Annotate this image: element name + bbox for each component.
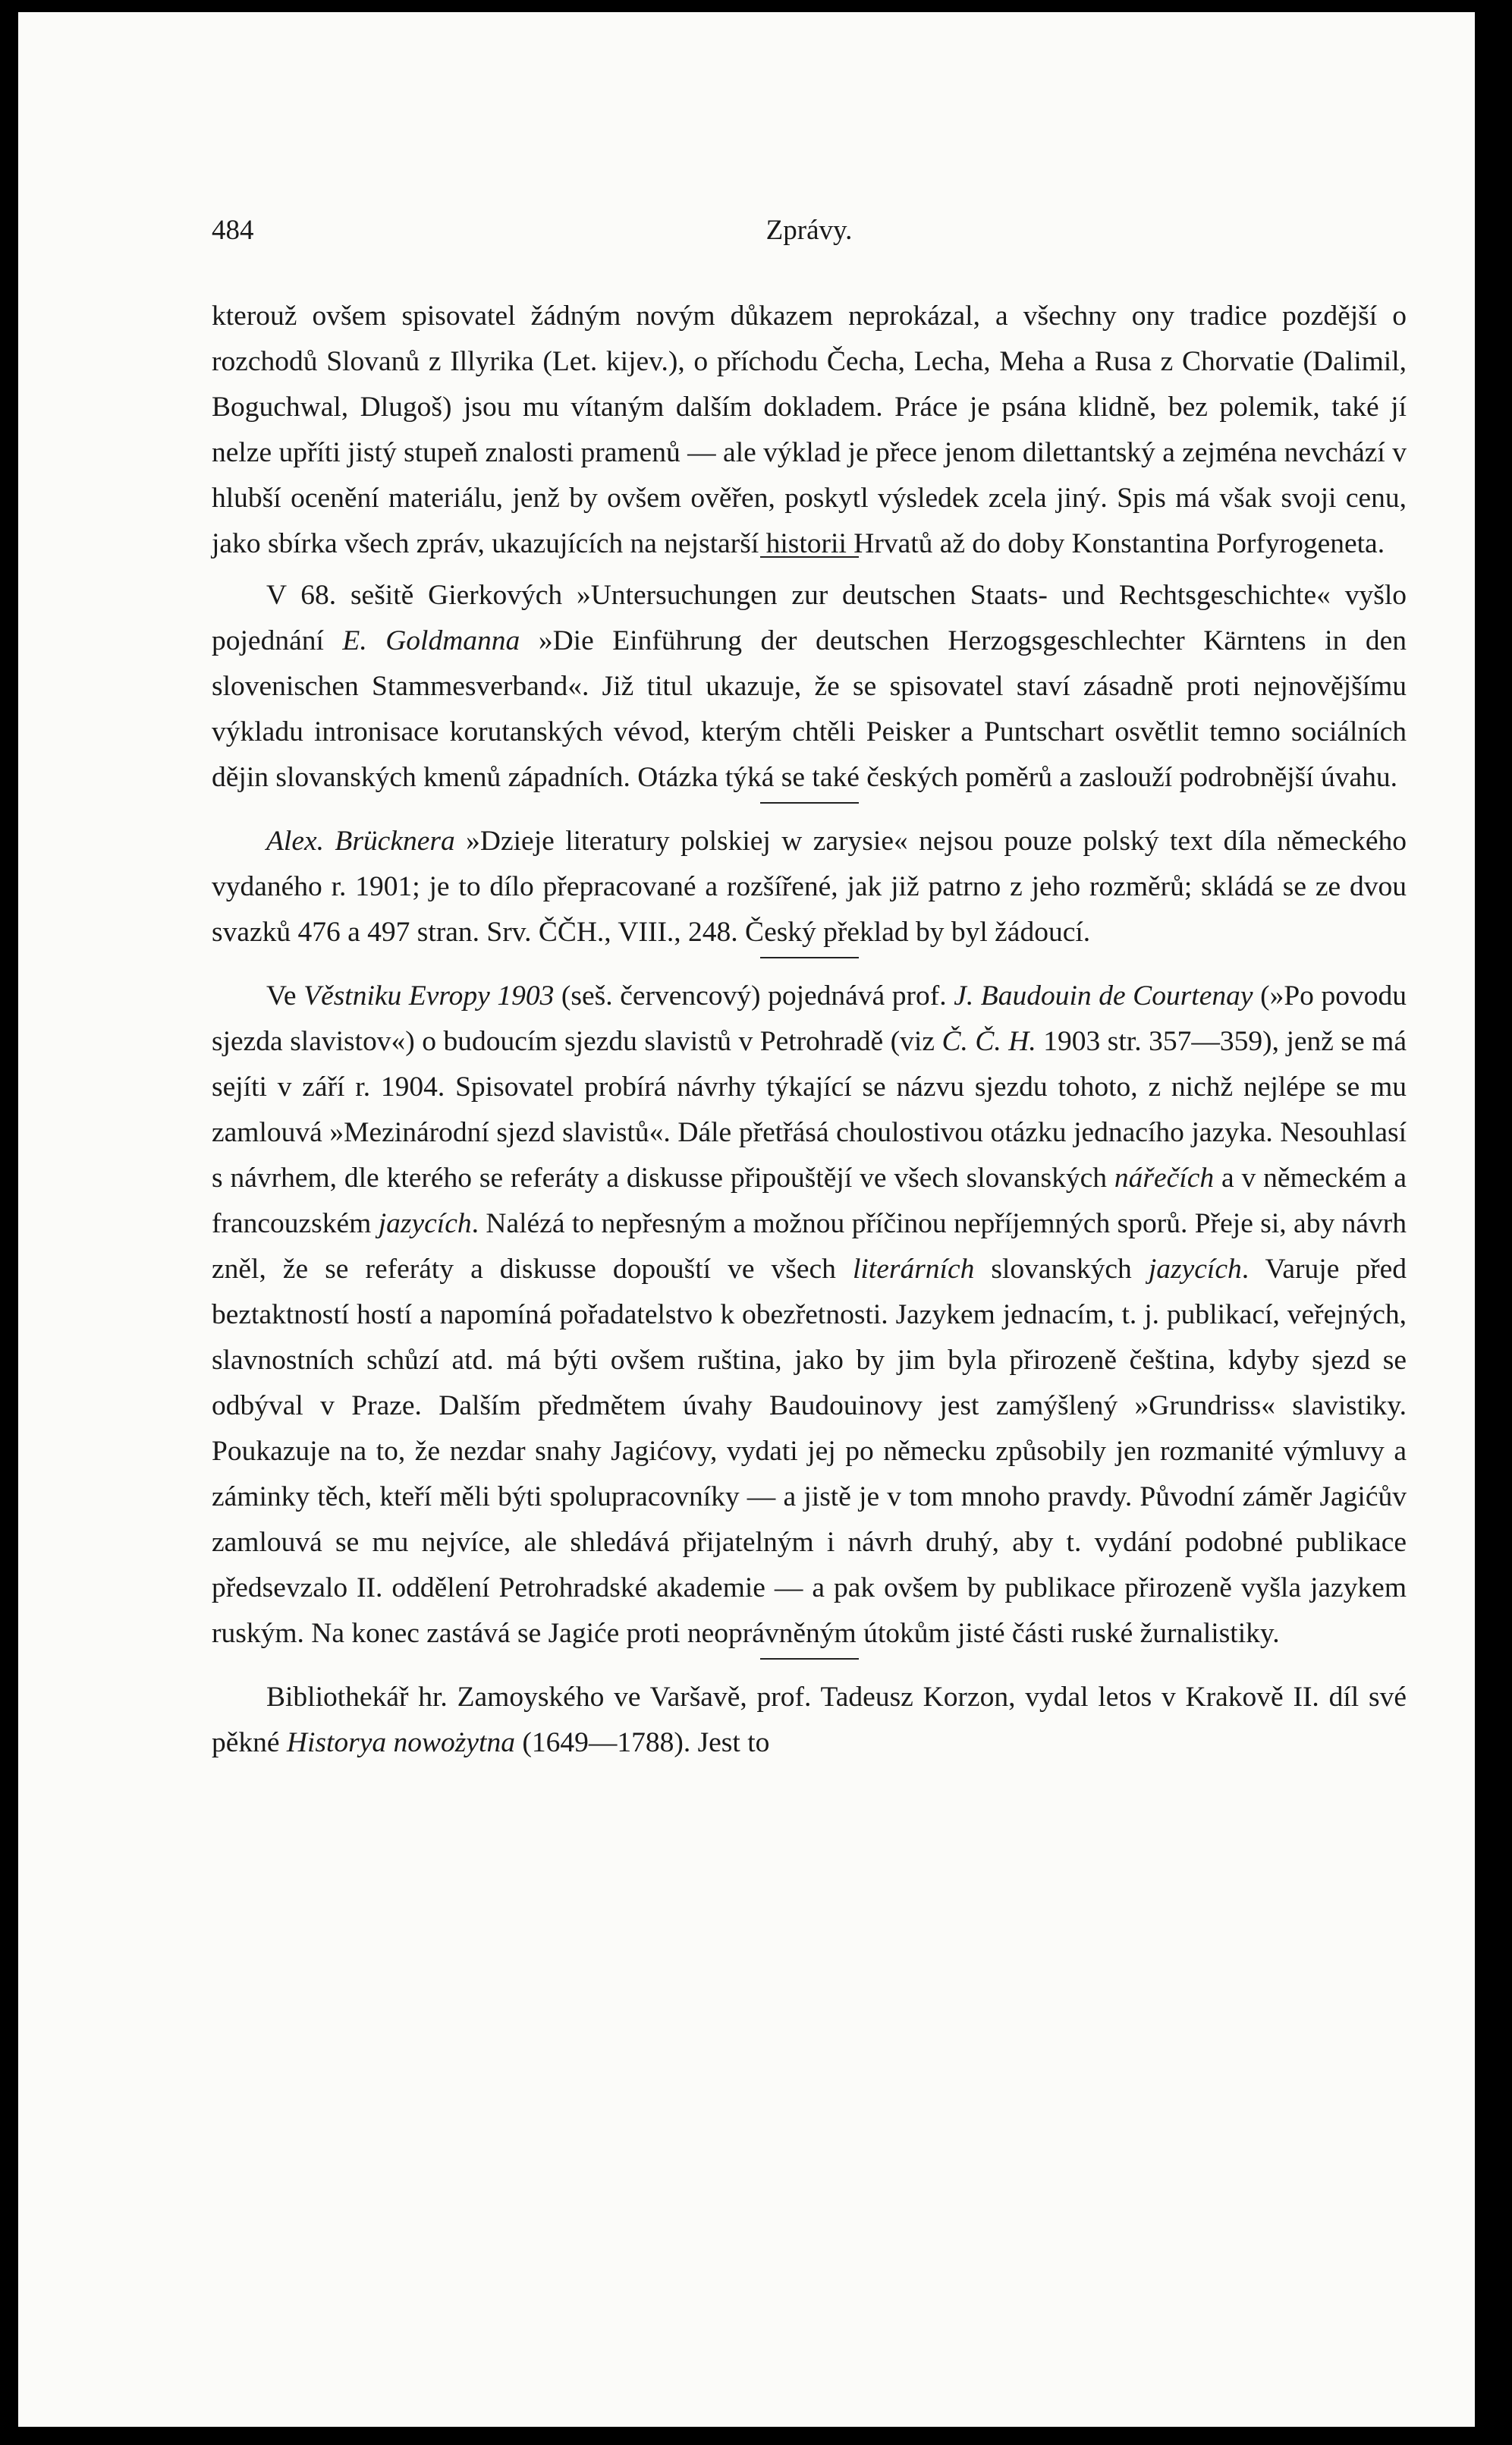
emphasis: jazycích bbox=[378, 1208, 472, 1239]
paragraph-2: V 68. sešitě Gierkových »Untersuchungen zur deutschen Staats- und Rechtsgeschichte« vyšlo pojednání E. Goldmanna »Die Einführung der deutschen Herzogsgeschlechter Kärntens in den slovenischen Stammesverband«. Již titul ukazuje, že se spisovatel staví zásadně proti nejnovějšímu výkladu intronisace korutanských vévod, kterým chtěli Peisker a Puntschart osvětlit temno sociálních dějin slovanských kmenů západních. Otázka týká se také českých poměrů a zaslouží podrobnější úvahu. bbox=[212, 580, 1407, 793]
author-name: E. Goldmanna bbox=[342, 625, 520, 656]
author-name: J. Baudouin de Courtenay bbox=[954, 980, 1253, 1012]
emphasis: literárních bbox=[852, 1254, 975, 1285]
separator-rule bbox=[760, 1658, 859, 1660]
separator-rule bbox=[760, 802, 859, 804]
running-header bbox=[212, 208, 1407, 253]
book-title: Historya nowożytna bbox=[286, 1727, 515, 1758]
emphasis: nářečích bbox=[1114, 1163, 1215, 1194]
page-number: 484 bbox=[212, 215, 254, 246]
paragraph-5: Bibliothekář hr. Zamoyského ve Varšavě, prof. Tadeusz Korzon, vydal letos v Krakově II. díl své pěkné Historya nowożytna (1649—1788). Jest to bbox=[212, 1682, 1407, 1758]
separator-rule bbox=[760, 957, 859, 958]
journal-title: Věstniku Evropy 1903 bbox=[303, 980, 555, 1012]
page-title: Zprávy. bbox=[765, 215, 853, 246]
paragraph-3: Alex. Brücknera »Dzieje literatury polskiej w zarysie« nejsou pouze polský text díla německého vydaného r. 1901; je to dílo přepracované a rozšířené, jak již patrno z jeho rozměrů; skládá se ze dvou svazků 476 a 497 stran. Srv. ČČH., VIII., 248. Český překlad by byl žádoucí. bbox=[212, 826, 1407, 948]
paragraph-4: Ve Věstniku Evropy 1903 (seš. červencový) pojednává prof. J. Baudouin de Courtenay (»Po povodu sjezda slavistov«) o budoucím sjezdu slavistů v Petrohradě (viz Č. Č. H. 1903 str. 357—359), jenž se má sejíti v září r. 1904. Spisovatel probírá návrhy týkající se názvu sjezdu tohoto, z nichž nejlépe se mu zamlouvá »Mezinárodní sjezd slavistů«. Dále přetřásá choulostivou otázku jednacího jazyka. Nesouhlasí s návrhem, dle kterého se referáty a diskusse připouštějí ve všech slovanských nářečích a v německém a francouzském jazycích. Nalézá to nepřesným a možnou příčinou nepříjemných sporů. Přeje si, aby návrh zněl, že se referáty a diskusse dopouští ve všech literárních slovanských jazycích. Varuje před beztaktností hostí a napomíná pořadatelstvo k obezřetnosti. Jazykem jednacím, t. j. publikací, veřejných, slavnostních schůzí atd. má býti ovšem ruština, jako by jim byla přirozeně čeština, kdyby sjezd se odbýval v Praze. Dalším předmětem úvahy Baudouinovy jest zamýšlený »Grundriss« slavistiky. Poukazuje na to, že nezdar snahy Jagićovy, vydati jej po německu způsobily jen rozmanité výmluvy a záminky těch, kteří měli býti spolupracovníky — a jistě je v tom mnoho pravdy. Původní záměr Jagićův zamlouvá se mu nejvíce, ale shledává přijatelným i návrh druhý, aby t. vydání podobné publikace předsevzalo II. oddělení Petrohradské akademie — a pak ovšem by publikace přirozeně vyšla jazykem ruským. Na konec zastává se Jagiće proti neoprávněným útokům jisté části ruské žurnalistiky. bbox=[212, 980, 1407, 1649]
emphasis: jazycích bbox=[1148, 1254, 1242, 1285]
journal-abbreviation: Č. Č. H. bbox=[941, 1026, 1036, 1057]
page-content bbox=[212, 208, 1407, 1766]
paragraph-1: kterouž ovšem spisovatel žádným novým důkazem neprokázal, a všechny ony tradice pozdější o rozchodů Slovanů z Illyrika (Let. kijev.), o příchodu Čecha, Lecha, Meha a Rusa z Chorvatie (Dalimil, Boguchwal, Dlugoš) jsou mu vítaným dalším dokladem. Práce je psána klidně, bez polemik, také jí nelze upříti jistý stupeň znalosti pramenů — ale výklad je přece jenom dilettantský a zejména nevchází v hlubší ocenění materiálu, jenž by ovšem ověřen, poskytl výsledek zcela jiný. Spis má však svoji cenu, jako sbírka všech zpráv, ukazujících na nejstarší historii Hrvatů až do doby Konstantina Porfyrogeneta. bbox=[212, 301, 1407, 559]
scanned-page bbox=[18, 12, 1475, 2427]
author-name: Alex. Brücknera bbox=[266, 826, 455, 857]
